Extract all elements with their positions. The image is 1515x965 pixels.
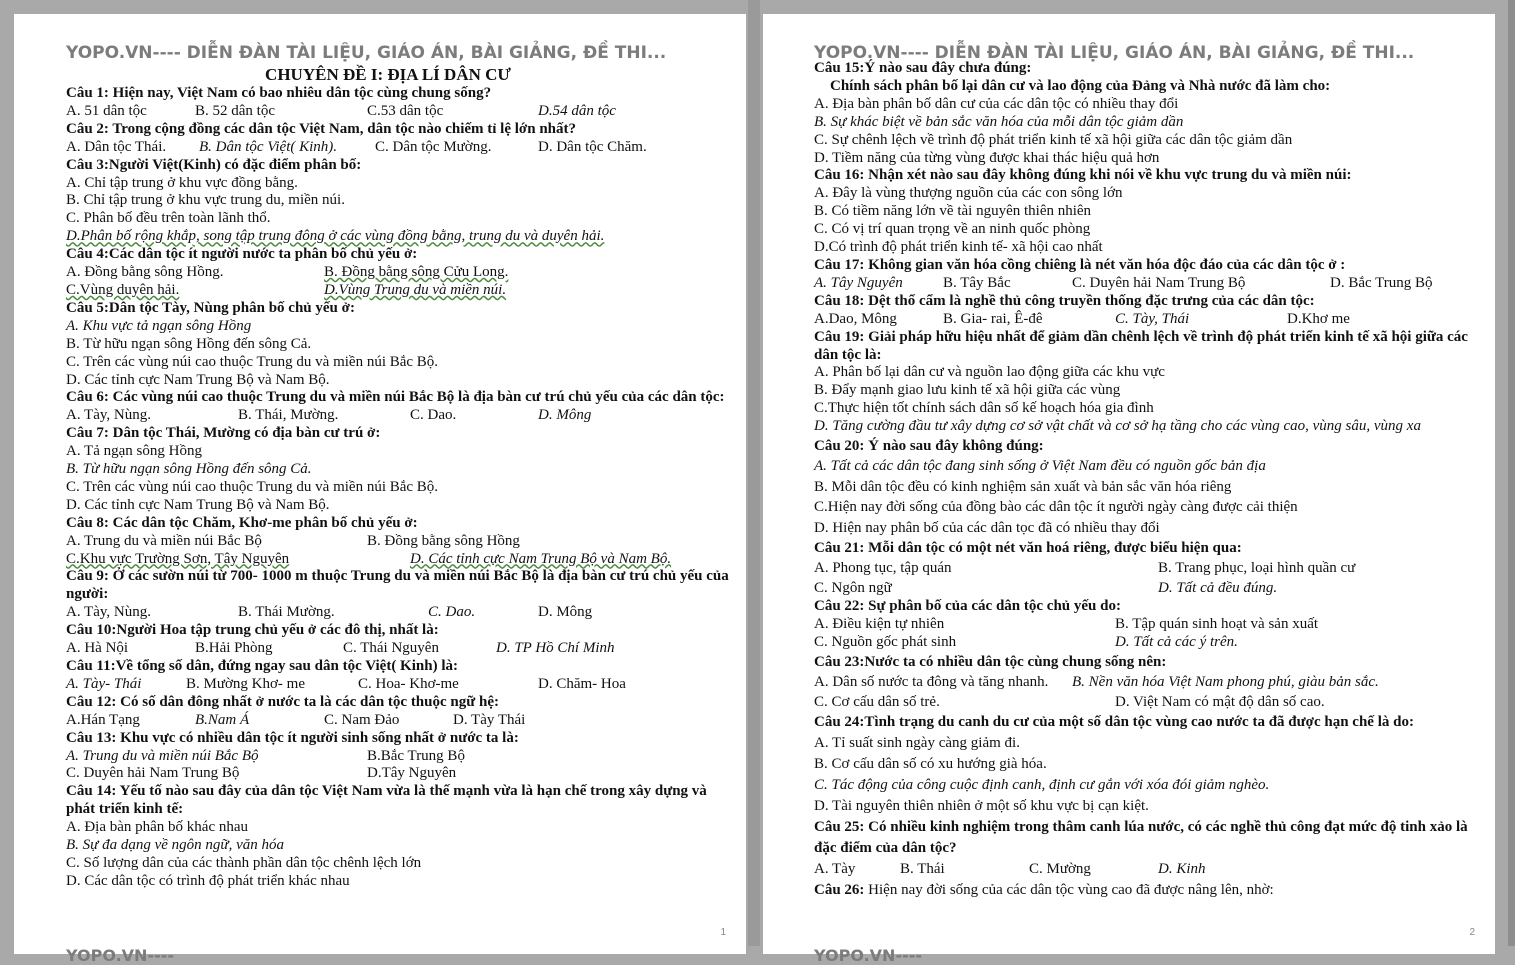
answer-a: A. Tả ngạn sông Hồng bbox=[66, 443, 202, 460]
answer-a: A. Chỉ tập trung ở khu vực đồng bằng. bbox=[66, 174, 298, 191]
question-17: Câu 17: Không gian văn hóa cồng chiêng là nét văn hóa độc đáo của các dân tộc ở : bbox=[814, 256, 1346, 273]
next-page-header: YOPO.VN---- bbox=[66, 946, 175, 965]
answer-row: C. Ngôn ngữ D. Tất cả đều đúng. bbox=[814, 580, 1278, 597]
answer-row: A. Phong tục, tập quán B. Trang phục, loại hình quần cư bbox=[814, 560, 1356, 577]
question-13: Câu 13: Khu vực có nhiều dân tộc ít người sinh sống nhất ở nước ta là: bbox=[66, 729, 519, 746]
answer-row: A.Dao, Mông B. Gia- rai, Ê-đê C. Tày, Thái D.Khơ me bbox=[814, 310, 1350, 327]
answer-c: C. Trên các vùng núi cao thuộc Trung du và miền núi Bắc Bộ. bbox=[66, 353, 439, 370]
answer-d: D. Các dân tộc có trình độ phát triển khác nhau bbox=[66, 872, 350, 889]
question-25: Câu 25: Có nhiều kinh nghiệm trong thâm canh lúa nước, có các nghề thủ công đạt mức độ tinh xảo là đặc điểm của dân tộc? bbox=[814, 818, 1468, 856]
answer-a: A. Tỉ suất sinh ngày càng giảm đi. bbox=[814, 734, 1020, 751]
answer-a: A. Tất cả các dân tộc đang sinh sống ở Việt Nam đều có nguồn gốc bản địa bbox=[814, 458, 1266, 475]
question-5: Câu 5:Dân tộc Tày, Nùng phân bố chủ yếu ở: bbox=[66, 299, 355, 316]
document-title: CHUYÊN ĐỀ I: ĐỊA LÍ DÂN CƯ bbox=[265, 65, 511, 84]
answer-d: D. Các tỉnh cực Nam Trung Bộ và Nam Bộ. bbox=[66, 496, 330, 513]
answer-d: D.Có trình độ phát triển kinh tế- xã hội cao nhất bbox=[814, 239, 1103, 256]
answer-row: A. Hà Nội B.Hải Phòng C. Thái Nguyên D. TP Hồ Chí Minh bbox=[66, 640, 615, 657]
answer-row: C. Duyên hải Nam Trung Bộ D.Tây Nguyên bbox=[66, 765, 457, 782]
question-7: Câu 7: Dân tộc Thái, Mường có địa bàn cư trú ở: bbox=[66, 425, 381, 442]
answer-c: C.Thực hiện tốt chính sách dân số kế hoạch hóa gia đình bbox=[814, 400, 1154, 417]
document-page-2 bbox=[763, 14, 1495, 965]
answer-row: C.Vùng duyên hải. D.Vùng Trung du và miền núi. bbox=[66, 281, 507, 298]
answer-row: A. Trung du và miền núi Bắc Bộ B. Đồng bằng sông Hồng bbox=[66, 532, 520, 549]
answer-row: A. Dân số nước ta đông và tăng nhanh. B. Nền văn hóa Việt Nam phong phú, giàu bản sắc. bbox=[814, 673, 1379, 690]
answer-row: A. Trung du và miền núi Bắc Bộ B.Bắc Trung Bộ bbox=[66, 747, 465, 764]
answer-d: D. Tăng cường đầu tư xây dựng cơ sở vật chất và cơ sở hạ tầng cho các vùng cao, vùng sâu, vùng xa bbox=[814, 418, 1421, 435]
question-18: Câu 18: Dệt thổ cẩm là nghề thủ công truyền thống đặc trưng của các dân tộc: bbox=[814, 292, 1315, 309]
question-6: Câu 6: Các vùng núi cao thuộc Trung du và miền núi Bắc Bộ là địa bàn cư trú chủ yếu của các dân tộc: bbox=[66, 389, 725, 406]
answer-a: A. Khu vực tả ngạn sông Hồng bbox=[66, 317, 252, 334]
answer-b: B. Đẩy mạnh giao lưu kinh tế xã hội giữa các vùng bbox=[814, 382, 1121, 399]
question-23: Câu 23:Nước ta có nhiều dân tộc cùng chung sống nên: bbox=[814, 653, 1167, 670]
next-page-header: YOPO.VN---- bbox=[814, 946, 923, 965]
question-19: Câu 19: Giải pháp hữu hiệu nhất để giảm dần chênh lệch về trình độ phát triển kinh tế xã hội giữa các dân tộc là: bbox=[814, 328, 1468, 363]
page-number: 1 bbox=[720, 927, 726, 938]
answer-c: C. Tác động của công cuộc định canh, định cư gắn với xóa đói giảm nghèo. bbox=[814, 776, 1270, 793]
answer-row: C. Cơ cấu dân số trẻ. D. Việt Nam có mật độ dân số cao. bbox=[814, 693, 1325, 710]
answer-d: D. Tiềm năng của từng vùng được khai thác hiệu quả hơn bbox=[814, 149, 1160, 166]
question-10: Câu 10:Người Hoa tập trung chủ yếu ở các đô thị, nhất là: bbox=[66, 622, 439, 639]
answer-row: A. Đồng bằng sông Hồng. B. Đồng bằng sông Cửu Long. bbox=[66, 264, 509, 281]
question-9: Câu 9: Ở các sườn núi từ 700- 1000 m thuộc Trung du và miền núi Bắc Bộ là địa bàn cư trú chủ yếu của người: bbox=[66, 568, 729, 603]
question-21: Câu 21: Mỗi dân tộc có một nét văn hoá riêng, được biểu hiện qua: bbox=[814, 540, 1242, 557]
answer-c: C. Có vị trí quan trọng về an ninh quốc phòng bbox=[814, 221, 1091, 238]
question-26: Câu 26: Hiện nay đời sống của các dân tộc vùng cao đã được nâng lên, nhờ: bbox=[814, 881, 1274, 898]
answer-c: C.Hiện nay đời sống của đồng bào các dân tộc ít người ngày càng được cải thiện bbox=[814, 499, 1298, 516]
vertical-scrollbar[interactable] bbox=[1508, 0, 1515, 946]
answer-row: C.Khu vực Trường Sơn, Tây Nguyên D. Các tỉnh cực Nam Trung Bộ và Nam Bộ. bbox=[66, 550, 672, 567]
answer-b: B. Cơ cấu dân số có xu hướng già hóa. bbox=[814, 755, 1047, 772]
answer-row: A. Điều kiện tự nhiên B. Tập quán sinh hoạt và sản xuất bbox=[814, 615, 1319, 632]
answer-b: B. Sự khác biệt về bản sắc văn hóa của mỗi dân tộc giảm dần bbox=[814, 113, 1184, 130]
answer-row: A. Tày B. Thái C. Mường D. Kinh bbox=[814, 860, 1206, 877]
answer-b: B. Từ hữu ngạn sông Hồng đến sông Cả. bbox=[66, 335, 312, 352]
answer-row: A.Hán Tạng B.Nam Á C. Nam Đảo D. Tày Thái bbox=[66, 711, 526, 728]
question-20: Câu 20: Ý nào sau đây không đúng: bbox=[814, 438, 1044, 455]
question-2: Câu 2: Trong cộng đồng các dân tộc Việt Nam, dân tộc nào chiếm tỉ lệ lớn nhất? bbox=[66, 120, 576, 137]
question-16: Câu 16: Nhận xét nào sau đây không đúng khi nói về khu vực trung du và miền núi: bbox=[814, 167, 1352, 184]
page-header: YOPO.VN---- DIỄN ĐÀN TÀI LIỆU, GIÁO ÁN, BÀI GIẢNG, ĐỀ THI... bbox=[814, 43, 1415, 63]
answer-row: A. Tây Nguyên B. Tây Bắc C. Duyên hải Nam Trung Bộ D. Bắc Trung Bộ bbox=[814, 274, 1433, 291]
answer-row: A. Tày- Thái B. Mường Khơ- me C. Hoa- Khơ-me D. Chăm- Hoa bbox=[66, 675, 626, 692]
question-1: Câu 1: Hiện nay, Việt Nam có bao nhiêu dân tộc cùng chung sống? bbox=[66, 85, 492, 101]
question-4: Câu 4:Các dân tộc ít người nước ta phân bố chủ yếu ở: bbox=[66, 246, 418, 263]
answer-b: B. Sự đa dạng về ngôn ngữ, văn hóa bbox=[66, 837, 284, 854]
answer-d: D. Tài nguyên thiên nhiên ở một số khu vực bị cạn kiệt. bbox=[814, 797, 1149, 814]
answer-a: A. Địa bàn phân bố dân cư của các dân tộc có nhiều thay đổi bbox=[814, 95, 1179, 112]
question-14: Câu 14: Yếu tố nào sau đây của dân tộc Việt Nam vừa là thế mạnh vừa là hạn chế trong xây dựng và phát triển kinh tế: bbox=[66, 783, 707, 818]
document-page-1 bbox=[14, 14, 746, 965]
answer-c: C. Số lượng dân của các thành phần dân tộc chênh lệch lớn bbox=[66, 854, 422, 871]
question-12: Câu 12: Có số dân đông nhất ở nước ta là các dân tộc thuộc ngữ hệ: bbox=[66, 693, 499, 710]
answer-c: C. Trên các vùng núi cao thuộc Trung du và miền núi Bắc Bộ. bbox=[66, 478, 439, 495]
question-8: Câu 8: Các dân tộc Chăm, Khơ-me phân bố chủ yếu ở: bbox=[66, 514, 418, 531]
page-gap bbox=[748, 0, 760, 946]
answer-row: A. Tày, Nùng. B. Thái, Mường. C. Dao. D. Mông bbox=[66, 407, 592, 424]
question-3: Câu 3:Người Việt(Kinh) có đặc điểm phân bố: bbox=[66, 156, 362, 173]
page-header: YOPO.VN---- DIỄN ĐÀN TÀI LIỆU, GIÁO ÁN, BÀI GIẢNG, ĐỀ THI... bbox=[66, 43, 667, 63]
answer-a: A. Phân bố lại dân cư và nguồn lao động giữa các khu vực bbox=[814, 364, 1165, 381]
question-15-stem: Chính sách phân bố lại dân cư và lao động của Đảng và Nhà nước đã làm cho: bbox=[830, 77, 1331, 94]
page-number: 2 bbox=[1469, 927, 1475, 938]
answer-a: A. Đây là vùng thượng nguồn của các con sông lớn bbox=[814, 185, 1123, 202]
question-11: Câu 11:Về tổng số dân, đứng ngay sau dân tộc Việt( Kinh) là: bbox=[66, 658, 458, 674]
question-15: Câu 15:Ý nào sau đây chưa đúng: bbox=[814, 60, 1032, 76]
answer-b: B. Mỗi dân tộc đều có kinh nghiệm sản xuất và bản sắc văn hóa riêng bbox=[814, 478, 1232, 495]
answer-row: A. 51 dân tộc B. 52 dân tộc C.53 dân tộc D.54 dân tộc bbox=[66, 102, 616, 119]
answer-c: C. Sự chênh lệch về trình độ phát triển kinh tế xã hội giữa các dân tộc giảm dần bbox=[814, 131, 1293, 148]
question-22: Câu 22: Sự phân bố của các dân tộc chủ yếu do: bbox=[814, 598, 1121, 615]
answer-b: B. Từ hữu ngạn sông Hồng đến sông Cả. bbox=[66, 461, 312, 478]
question-24: Câu 24:Tình trạng du canh du cư của một số dân tộc vùng cao nước ta đã được hạn chế là do: bbox=[814, 713, 1414, 730]
answer-d: D. Các tỉnh cực Nam Trung Bộ và Nam Bộ. bbox=[66, 371, 330, 388]
answer-row: A. Dân tộc Thái. B. Dân tộc Việt( Kinh). C. Dân tộc Mường. D. Dân tộc Chăm. bbox=[66, 138, 647, 155]
answer-b: B. Có tiềm năng lớn về tài nguyên thiên nhiên bbox=[814, 203, 1092, 220]
answer-a: A. Địa bàn phân bố khác nhau bbox=[66, 819, 249, 836]
answer-row: C. Nguồn gốc phát sinh D. Tất cả các ý trên. bbox=[814, 633, 1238, 650]
answer-d: D.Phân bố rộng khắp, song tập trung đông ở các vùng đồng bằng, trung du và duyên hải. bbox=[66, 228, 605, 245]
answer-c: C. Phân bố đều trên toàn lãnh thổ. bbox=[66, 210, 271, 227]
answer-row: A. Tày, Nùng. B. Thái Mường. C. Dao. D. Mông bbox=[66, 604, 593, 621]
answer-b: B. Chỉ tập trung ở khu vực trung du, miền núi. bbox=[66, 192, 345, 209]
answer-d: D. Hiện nay phân bố của các dân tọc đã có nhiều thay đổi bbox=[814, 519, 1160, 536]
